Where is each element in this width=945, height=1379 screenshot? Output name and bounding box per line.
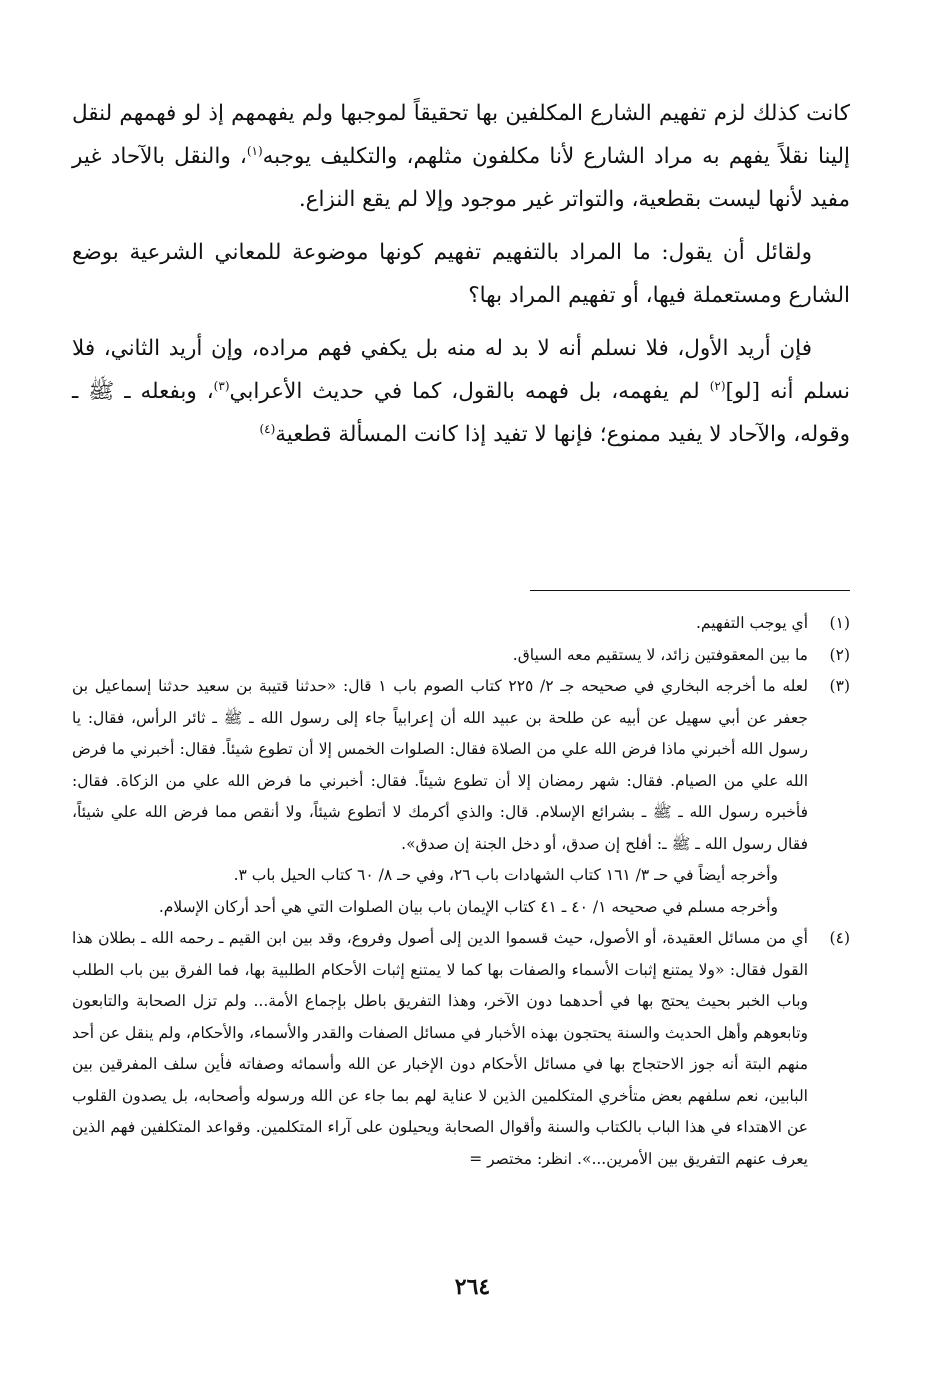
footnote-marker: (٣): [213, 378, 230, 393]
footnote-number: (١): [829, 614, 850, 632]
paragraph-text: ، والنقل بالآحاد غير مفيد لأنها ليست بقطعية، والتواتر غير موجود وإلا لم يقع النزاع.: [72, 144, 850, 212]
footnote-text: أي يوجب التفهيم.: [695, 614, 808, 632]
paragraph-text: لم يفهمه، بل فهمه بالقول، كما في حديث الأعرابي: [229, 379, 710, 404]
paragraph: [72, 92, 850, 221]
paragraph-text: فإن أريد الأول، فلا نسلم أنه لا بد له منه بل يكفي فهم مراده، وإن أريد الثاني، فلا نسلم أنه [لو]: [72, 336, 851, 404]
footnote: [72, 608, 850, 640]
footnote-continuation: وأخرجه أيضاً في حـ ٣/ ١٦١ كتاب الشهادات باب ٢٦، وفي حـ ٨/ ٦٠ كتاب الحيل باب ٣.: [233, 866, 778, 884]
paragraph: [72, 327, 850, 456]
footnote-marker: (٤): [259, 421, 276, 436]
footnote-number: (٤): [829, 929, 850, 947]
paragraph-text: ولقائل أن يقول: ما المراد بالتفهيم تفهيم كونها موضوعة للمعاني الشرعية بوضع الشارع ومستعملة فيها، أو تفهيم المراد بها؟: [72, 240, 850, 308]
main-text: [72, 92, 850, 456]
page-content: [72, 92, 851, 1168]
paragraph-text: ، وبفعله ـ ﷺ ـ وقوله، والآحاد لا يفيد ممنوع؛ فإنها لا تفيد إذا كانت المسألة قطعية: [72, 379, 850, 447]
footnote-number: (٢): [829, 645, 850, 664]
footnote-marker: (٢): [709, 378, 726, 393]
page-number: ٢٦٤: [454, 1274, 491, 1300]
footnote-text: ما بين المعقوفتين زائد، لا يستقيم معه السياق.: [512, 645, 808, 664]
footnote-number: (٣): [829, 677, 850, 695]
footnote: [72, 923, 850, 1175]
footnote-text: أي من مسائل العقيدة، أو الأصول، حيث قسموا الدين إلى أصول وفروع، وقد بين ابن القيم ـ رحمه الله ـ بطلان هذا القول فقال: «ولا يمتنع إثبات الأسماء والصفات بها كما لا يمتنع إثبات الأحكام الطلبية بها، فما الفرق بين باب الطلب وباب الخبر بحيث يحتج بها في أحدهما دون الآخر، وهذا التفريق باطل بإجماع الأمة... ولم تزل الصحابة والتابعون وتابعوهم وأهل الحديث والسنة يحتجون بهذه الأخبار في مسائل الصفات والقدر والأسماء، والأحكام، ولم ينقل عن أحد منهم البتة أنه جوز الاحتجاج بها في مسائل الأحكام دون الإخبار عن الله وأسمائه وصفاته فأين سلف المفرقين بين البابين، نعم سلفهم بعض متأخري المتكلمين الذين لا عناية لهم بما جاء عن الله ورسوله وأصحابه، بل يصدون القلوب عن الاهتداء في هذا الباب بالكتاب والسنة وأقوال الصحابة ويحيلون على آراء المتكلمين. وقواعد المتكلفين فهم الذين يعرف عنهم التفريق بين الأمرين...». انظر: مختصر =: [72, 929, 808, 1168]
footnotes: [72, 608, 850, 1175]
footnote-text: لعله ما أخرجه البخاري في صحيحه جـ ٢/ ٢٢٥ كتاب الصوم باب ١ قال: «حدثنا قتيبة بن سعيد حدثنا إسماعيل بن جعفر عن أبي سهيل عن أبيه عن طلحة بن عبيد الله أن إعرابياً جاء إلى رسول الله ـ ﷺ ـ ثائر الرأس، فقال: يا رسول الله أخبرني ماذا فرض الله علي من الصلاة فقال: الصلوات الخمس إلا أن تطوع شيئاً. فقال: أخبرني ما فرض الله علي من الصيام. فقال: شهر رمضان إلا أن تطوع شيئاً. فقال: أخبرني ما فرض الله علي من الزكاة. فقال: فأخبره رسول الله ـ ﷺ ـ بشرائع الإسلام. قال: والذي أكرمك لا أتطوع شيئاً، ولا أنقص مما فرض الله علي شيئاً، فقال رسول الله ـ ﷺ ـ: أفلح إن صدق، أو دخل الجنة إن صدق».: [72, 677, 808, 853]
footnote: [72, 640, 850, 672]
paragraph-text: كانت كذلك لزم تفهيم الشارع المكلفين بها تحقيقاً لموجبها ولم يفهمهم إذ لو فهمهم لنقل إلينا نقلاً يفهم به مراد الشارع لأنا مكلفون مثلهم، والتكليف يوجبه: [72, 101, 850, 169]
paragraph: [72, 231, 850, 317]
footnote-separator: [530, 590, 850, 591]
footnote-continuation: وأخرجه مسلم في صحيحه ١/ ٤٠ ـ ٤١ كتاب الإيمان باب بيان الصلوات التي هي أحد أركان الإسلام.: [158, 897, 778, 916]
footnote-marker: (١): [246, 143, 263, 158]
footnote: [72, 671, 850, 860]
